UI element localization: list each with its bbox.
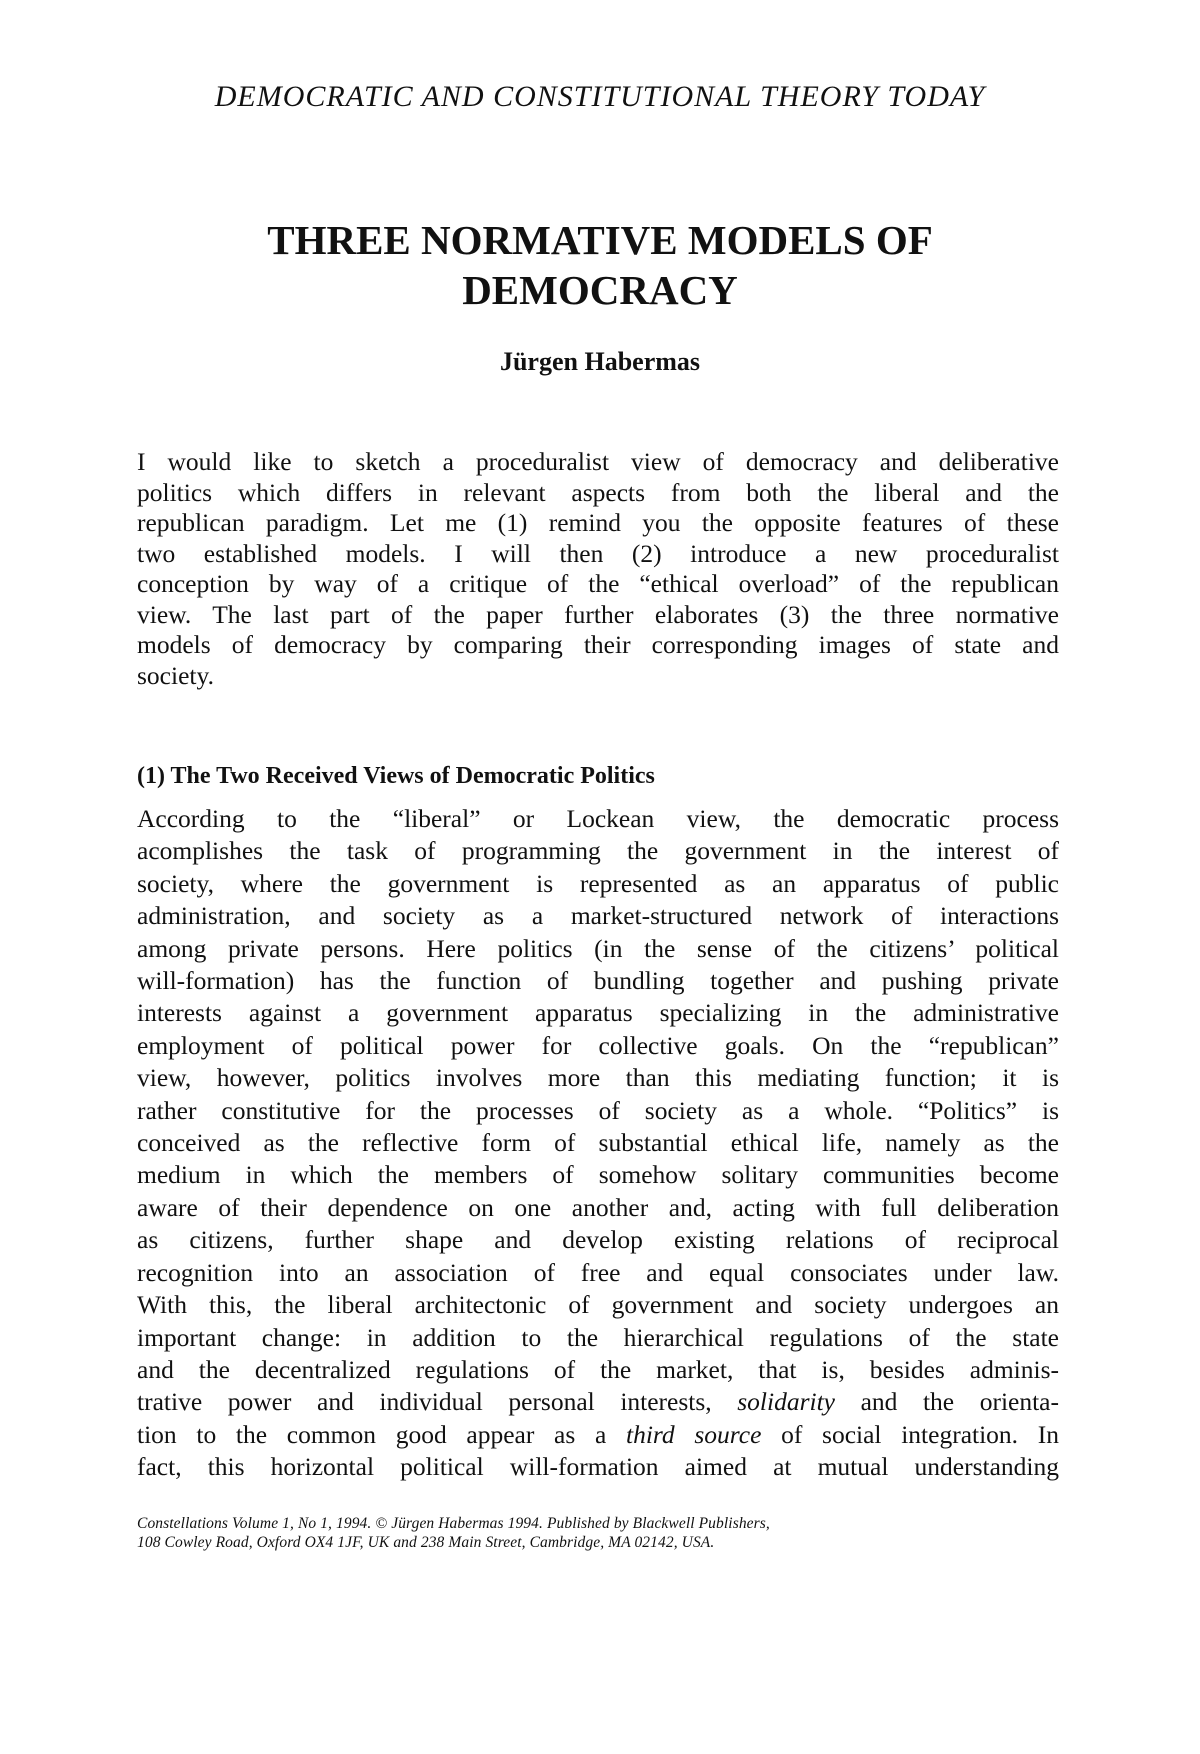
- text-run: and the orienta-: [835, 1387, 1059, 1417]
- body-line: administration, and society as a market-structured network of interactions: [137, 901, 1059, 931]
- body-line: society, where the government is represented as an apparatus of public: [137, 868, 1059, 898]
- abstract-line: society.: [137, 660, 214, 690]
- footnote-line: Constellations Volume 1, No 1, 1994. © Jürgen Habermas 1994. Published by Blackwell Publishers,: [137, 1515, 770, 1532]
- body-line: interests against a government apparatus specializing in the administrative: [137, 998, 1059, 1028]
- abstract-line: two established models. I will then (2) introduce a new proceduralist: [137, 538, 1059, 568]
- body-paragraph: [137, 803, 1059, 1484]
- abstract-line: politics which differs in relevant aspects from both the liberal and the: [137, 477, 1059, 507]
- publication-footnote: [137, 1514, 1059, 1552]
- body-line-solidarity: [137, 1386, 1059, 1418]
- abstract-line: models of democracy by comparing their corresponding images of state and: [137, 630, 1059, 659]
- body-line: among private persons. Here politics (in the sense of the citizens’ political: [137, 933, 1059, 963]
- body-line: rather constitutive for the processes of society as a whole. “Politics” is: [137, 1095, 1059, 1125]
- body-line: According to the “liberal” or Lockean view, the democratic process: [137, 804, 1059, 833]
- footnote-line: 108 Cowley Road, Oxford OX4 1JF, UK and 238 Main Street, Cambridge, MA 02142, USA.: [137, 1534, 715, 1551]
- text-run: trative power and individual personal interests,: [137, 1387, 738, 1417]
- body-line: important change: in addition to the hierarchical regulations of the state: [137, 1322, 1059, 1352]
- body-line: conceived as the reflective form of substantial ethical life, namely as the: [137, 1128, 1059, 1158]
- article-title: [0, 215, 1200, 315]
- body-line: and the decentralized regulations of the market, that is, besides adminis-: [137, 1354, 1059, 1384]
- text-run: of social integration. In: [761, 1419, 1059, 1449]
- emphasis-solidarity: solidarity: [737, 1387, 836, 1417]
- title-line: THREE NORMATIVE MODELS OF: [267, 217, 933, 263]
- abstract-paragraph: [137, 447, 1059, 691]
- running-head: DEMOCRATIC AND CONSTITUTIONAL THEORY TODAY: [214, 80, 986, 113]
- emphasis-third-source: third source: [626, 1419, 762, 1449]
- body-line: fact, this horizontal political will-formation aimed at mutual understanding: [137, 1452, 1059, 1482]
- abstract-line: republican paradigm. Let me (1) remind you the opposite features of these: [137, 508, 1059, 537]
- abstract-line: conception by way of a critique of the “ethical overload” of the republican: [137, 569, 1059, 598]
- body-line: view, however, politics involves more than this mediating function; it is: [137, 1063, 1059, 1093]
- body-line: recognition into an association of free and equal consociates under law.: [137, 1257, 1059, 1287]
- body-line-third-source: [137, 1419, 1059, 1451]
- body-line: acomplishes the task of programming the government in the interest of: [137, 836, 1059, 866]
- section-heading: (1) The Two Received Views of Democratic Politics: [137, 763, 655, 789]
- text-run: tion to the common good appear as a: [137, 1419, 626, 1449]
- body-line: as citizens, further shape and develop existing relations of reciprocal: [137, 1225, 1059, 1255]
- body-line: aware of their dependence on one another and, acting with full deliberation: [137, 1192, 1059, 1222]
- body-line: With this, the liberal architectonic of government and society undergoes an: [137, 1290, 1059, 1320]
- body-line: will-formation) has the function of bundling together and pushing private: [137, 966, 1059, 996]
- author-name: Jürgen Habermas: [499, 347, 701, 376]
- body-line: employment of political power for collective goals. On the “republican”: [137, 1030, 1059, 1060]
- abstract-line: view. The last part of the paper further elaborates (3) the three normative: [137, 599, 1059, 629]
- abstract-line: I would like to sketch a proceduralist view of democracy and deliberative: [137, 447, 1059, 476]
- title-line: DEMOCRACY: [462, 267, 738, 313]
- body-line: medium in which the members of somehow solitary communities become: [137, 1160, 1059, 1190]
